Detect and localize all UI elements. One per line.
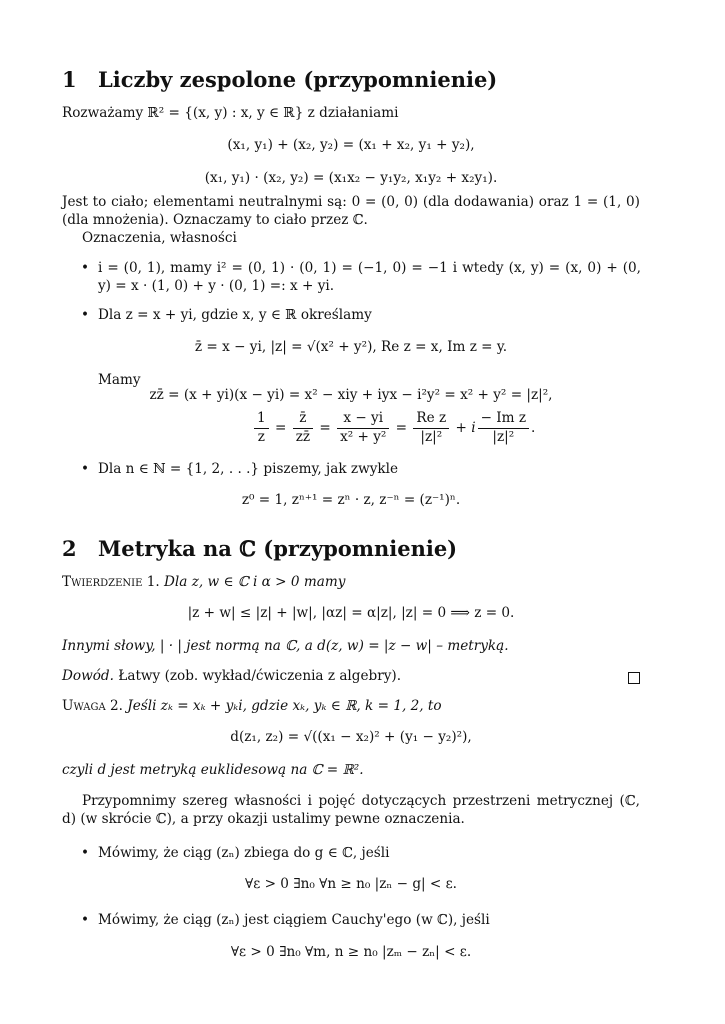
theorem-1 [62, 574, 640, 592]
theorem-text: Dla z, w ∈ ℂ i α > 0 mamy [164, 574, 346, 590]
section-title: Liczby zespolone (przypomnienie) [98, 67, 498, 92]
equation-cauchy: ∀ε > 0 ∃n₀ ∀m, n ≥ n₀ |zₘ − zₙ| < ε. [230, 944, 472, 960]
proof [62, 668, 640, 686]
theorem-label: Twierdzenie 1. [62, 574, 160, 590]
euclidean-remark: czyli d jest metryką euklidesową na ℂ = ℝ². [62, 762, 364, 778]
mamy-label: Mamy [98, 372, 141, 388]
remark-2 [62, 698, 640, 716]
proof-label: Dowód. [62, 668, 114, 684]
recall-paragraph: Przypomnimy szereg własności i pojęć dotyczących przestrzeni metrycznej (ℂ, d) (w skrócie ℂ), a przy okazji ustalimy pewne oznaczenia. [62, 793, 640, 827]
bullet-icon: • [81, 845, 90, 861]
field-paragraph: Jest to ciało; elementami neutralnymi są: 0 = (0, 0) (dla dodawania) oraz 1 = (1, 0) (dla mnożenia). Oznaczamy to ciało przez ℂ. [62, 194, 640, 228]
section-1-heading [62, 66, 497, 94]
section-number: 2 [62, 536, 77, 561]
theorem-equation: |z + w| ≤ |z| + |w|, |αz| = α|z|, |z| = 0 ⟹ z = 0. [187, 605, 515, 621]
list-item [81, 912, 641, 930]
bullet-text: Dla z = x + yi, gdzie x, y ∈ ℝ określamy [98, 307, 372, 323]
fraction: $\frac{1}{z}$ [254, 410, 269, 447]
list-item [81, 461, 641, 479]
section-number: 1 [62, 67, 77, 92]
intro-paragraph: Rozważamy ℝ² = {(x, y) : x, y ∈ ℝ} z działaniami [62, 105, 399, 121]
list-item [81, 845, 641, 863]
section-title: Metryka na ℂ (przypomnienie) [98, 536, 458, 561]
bullet-text: i = (0, 1), mamy i² = (0, 1) · (0, 1) = (−1, 0) = −1 i wtedy (x, y) = (x, 0) + (0, y) = x · (1, 0) + y · (0, 1) =: x + yi. [98, 260, 641, 294]
equation-multiplication: (x₁, y₁) · (x₂, y₂) = (x₁x₂ − y₁y₂, x₁y₂ + x₂y₁). [204, 170, 498, 186]
bullet-text: Dla n ∈ ℕ = {1, 2, . . .} piszemy, jak zwykle [98, 461, 399, 477]
proof-text: Łatwy (zob. wykład/ćwiczenia z algebry). [118, 668, 402, 684]
bullet-icon: • [81, 912, 90, 928]
equation-addition: (x₁, y₁) + (x₂, y₂) = (x₁ + x₂, y₁ + y₂), [227, 137, 475, 153]
section-2-heading [62, 535, 457, 563]
bullet-text: Mówimy, że ciąg (zₙ) jest ciągiem Cauchy'ego (w ℂ), jeśli [98, 912, 490, 928]
fraction: $\frac{x - yi}{\text{x² + y²}}$ [337, 410, 389, 447]
bullet-icon: • [81, 260, 90, 276]
bullet-icon: • [81, 461, 90, 477]
list-item [81, 260, 641, 296]
fraction: $\frac{z̄}{zz̄}$ [293, 410, 313, 447]
notation-heading: Oznaczenia, własności [82, 230, 237, 246]
distance-equation: d(z₁, z₂) = √((x₁ − x₂)² + (y₁ − y₂)²), [230, 729, 472, 745]
equation-conjugate-modulus: z̄ = x − yi, |z| = √(x² + y²), Re z = x, Im z = y. [194, 339, 508, 355]
list-item [81, 307, 641, 325]
fraction: $\frac{\text{Re z}}{\text{|z|²}}$ [413, 410, 449, 447]
norm-remark: Innymi słowy, | · | jest normą na ℂ, a d(z, w) = |z − w| – metryką. [62, 638, 509, 654]
equation-convergence: ∀ε > 0 ∃n₀ ∀n ≥ n₀ |zₙ − g| < ε. [245, 876, 457, 892]
remark-label: Uwaga 2. [62, 698, 123, 714]
equation-reciprocal: $\frac{1}{z}$ = $\frac{z̄}{zz̄}$ = $\frac{x - yi}{\text{x² + y²}}$ = $\frac{\text{Re z}}{\text{|z|²}}$ + i $\frac{\text{− Im z}}{\text{|z|²}}$ . [252, 410, 652, 447]
equation-z-zbar: zz̄ = (x + yi)(x − yi) = x² − xiy + iyx − i²y² = x² + y² = |z|², [149, 387, 553, 403]
fraction: $\frac{\text{− Im z}}{\text{|z|²}}$ [478, 410, 529, 447]
remark-text: Jeśli zₖ = xₖ + yₖi, gdzie xₖ, yₖ ∈ ℝ, k = 1, 2, to [127, 698, 442, 714]
bullet-icon: • [81, 307, 90, 323]
qed-icon [628, 672, 640, 684]
equation-powers: z⁰ = 1, zⁿ⁺¹ = zⁿ · z, z⁻ⁿ = (z⁻¹)ⁿ. [241, 492, 461, 508]
bullet-text: Mówimy, że ciąg (zₙ) zbiega do g ∈ ℂ, jeśli [98, 845, 390, 861]
